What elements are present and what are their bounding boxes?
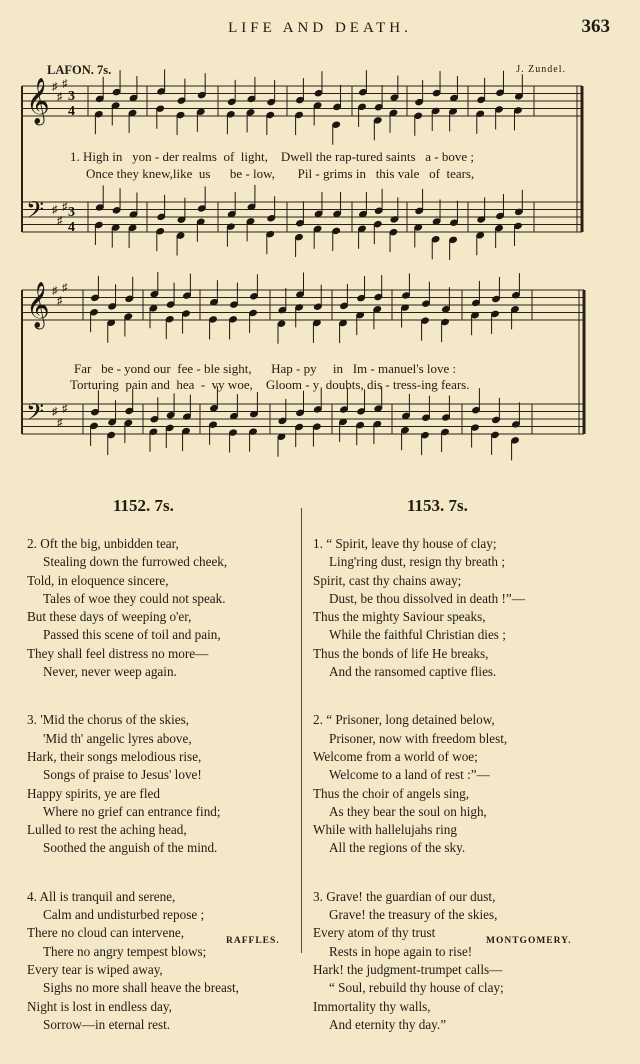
- verse-line: Never, never weep again.: [43, 664, 177, 680]
- svg-text:♯: ♯: [62, 403, 68, 415]
- verse-line: Passed this scene of toil and pain,: [43, 627, 221, 643]
- svg-text:♯: ♯: [57, 91, 63, 103]
- verse-line: Hark, their songs melodious rise,: [27, 748, 202, 764]
- hymn-number-1152: 1152. 7s.: [113, 496, 174, 515]
- verse-line: Night is lost in endless day,: [27, 998, 172, 1014]
- svg-text:♯: ♯: [62, 201, 68, 213]
- verse-line: While the faithful Christian dies ;: [329, 627, 506, 643]
- verse-line: 3. Grave! the guardian of our dust,: [313, 888, 496, 904]
- page-number: 363: [581, 16, 610, 37]
- verse-line: There no cloud can intervene,: [27, 925, 185, 941]
- bass-clef: 𝄢: [26, 196, 45, 229]
- lyric-line-1: 1. High in yon - der realms of light, Dwell the rap-tured saints a - bove ;: [70, 149, 474, 164]
- verse-line: Where no grief can entrance find;: [43, 803, 221, 819]
- hymn-1152-text: [27, 535, 297, 1064]
- verse-line: 2. Oft the big, unbidden tear,: [27, 536, 179, 551]
- verse-line: 2. “ Prisoner, long detained below,: [313, 712, 495, 728]
- svg-text:3: 3: [68, 89, 75, 104]
- verse-line: Stealing down the furrowed cheek,: [43, 554, 228, 570]
- verse-line: Told, in eloquence sincere,: [27, 572, 169, 588]
- verse-line: Lulled to rest the aching head,: [27, 822, 187, 838]
- verse-line: Welcome from a world of woe;: [313, 748, 478, 764]
- svg-text:♯: ♯: [57, 215, 63, 227]
- composer: J. Zundel.: [516, 64, 566, 75]
- verse-line: Thus the choir of angels sing,: [313, 785, 470, 801]
- hymn-1153-text: [313, 535, 613, 1064]
- svg-text:♯: ♯: [57, 295, 63, 307]
- lyric-line-2: Once they knew,like us be - low, Pil - grims in this vale of tears,: [86, 166, 475, 181]
- verse-line: But these days of weeping o'er,: [27, 609, 192, 625]
- svg-text:♯: ♯: [52, 406, 58, 418]
- verse-line: Every tear is wiped away,: [27, 961, 163, 977]
- verse-line: Sorrow—in eternal rest.: [43, 1016, 171, 1032]
- svg-text:♯: ♯: [52, 81, 58, 93]
- column-divider: [301, 508, 302, 953]
- verse-line: As they bear the soul on high,: [329, 803, 487, 819]
- verse-line: Welcome to a land of rest :”—: [329, 767, 490, 783]
- svg-text:4: 4: [68, 104, 75, 119]
- svg-text:3: 3: [68, 205, 75, 220]
- svg-text:♯: ♯: [52, 204, 58, 216]
- stanza: [313, 535, 613, 681]
- verse-line: Calm and undisturbed repose ;: [43, 907, 205, 923]
- lyric-line-3: Far be - yond our fee - ble sight, Hap - py in Im - manuel's love :: [74, 361, 457, 376]
- verse-line: They shall feel distress no more—: [27, 645, 209, 661]
- treble-clef: 𝄞: [26, 78, 50, 124]
- music-score: [0, 0, 640, 470]
- verse-line: “ Soul, rebuild thy house of clay;: [329, 980, 504, 996]
- stanza: [27, 711, 297, 857]
- attribution-raffles: RAFFLES.: [226, 936, 280, 946]
- treble-clef: 𝄞: [26, 282, 50, 328]
- bass-clef: 𝄢: [26, 398, 45, 431]
- verse-line: Prisoner, now with freedom blest,: [329, 730, 508, 746]
- verse-line: 3. 'Mid the chorus of the skies,: [27, 712, 190, 728]
- verse-line: Hark! the judgment-trumpet calls—: [313, 961, 503, 977]
- verse-line: Spirit, cast thy chains away;: [313, 572, 462, 588]
- verse-line: Rests in hope again to rise!: [329, 943, 473, 959]
- verse-line: While with hallelujahs ring: [313, 822, 457, 838]
- hymn-number-1153: 1153. 7s.: [407, 496, 468, 515]
- svg-text:♯: ♯: [57, 417, 63, 429]
- verse-line: 1. “ Spirit, leave thy house of clay;: [313, 536, 497, 551]
- verse-line: And eternity thy day.”: [329, 1016, 447, 1032]
- stanza: [27, 535, 297, 681]
- verse-line: Thus the bonds of life He breaks,: [313, 645, 489, 661]
- stanza: [313, 711, 613, 857]
- verse-line: All the regions of the sky.: [329, 840, 466, 856]
- attribution-montgomery: MONTGOMERY.: [486, 936, 572, 946]
- verse-line: And the ransomed captive flies.: [329, 664, 497, 680]
- verse-line: Thus the mighty Saviour speaks,: [313, 609, 486, 625]
- verse-line: 'Mid th' angelic lyres above,: [43, 730, 192, 746]
- svg-text:♯: ♯: [52, 285, 58, 297]
- svg-text:♯: ♯: [62, 282, 68, 294]
- verse-line: 4. All is tranquil and serene,: [27, 888, 176, 904]
- tune-name: LAFON. 7s.: [47, 63, 112, 77]
- stanza: [27, 888, 297, 1034]
- verse-line: Immortality thy walls,: [313, 998, 431, 1014]
- svg-text:4: 4: [68, 220, 75, 235]
- lyric-line-4: Torturing pain and hea - vy woe, Gloom - y doubts, dis - tress-ing fears.: [70, 377, 470, 392]
- verse-line: Sighs no more shall heave the breast,: [43, 980, 239, 996]
- verse-line: Grave! the treasury of the skies,: [329, 907, 498, 923]
- stanza: [313, 888, 613, 1034]
- verse-line: There no angry tempest blows;: [43, 943, 207, 959]
- verse-line: Ling'ring dust, resign thy breath ;: [329, 554, 505, 570]
- verse-line: Happy spirits, ye are fled: [27, 785, 160, 801]
- verse-line: Dust, be thou dissolved in death !”—: [329, 590, 525, 606]
- running-title: LIFE AND DEATH.: [228, 20, 412, 36]
- verse-line: Every atom of thy trust: [313, 925, 436, 941]
- verse-line: Tales of woe they could not speak.: [43, 590, 226, 606]
- svg-text:♯: ♯: [62, 78, 68, 90]
- verse-line: Songs of praise to Jesus' love!: [43, 767, 202, 783]
- verse-line: Soothed the anguish of the mind.: [43, 840, 218, 856]
